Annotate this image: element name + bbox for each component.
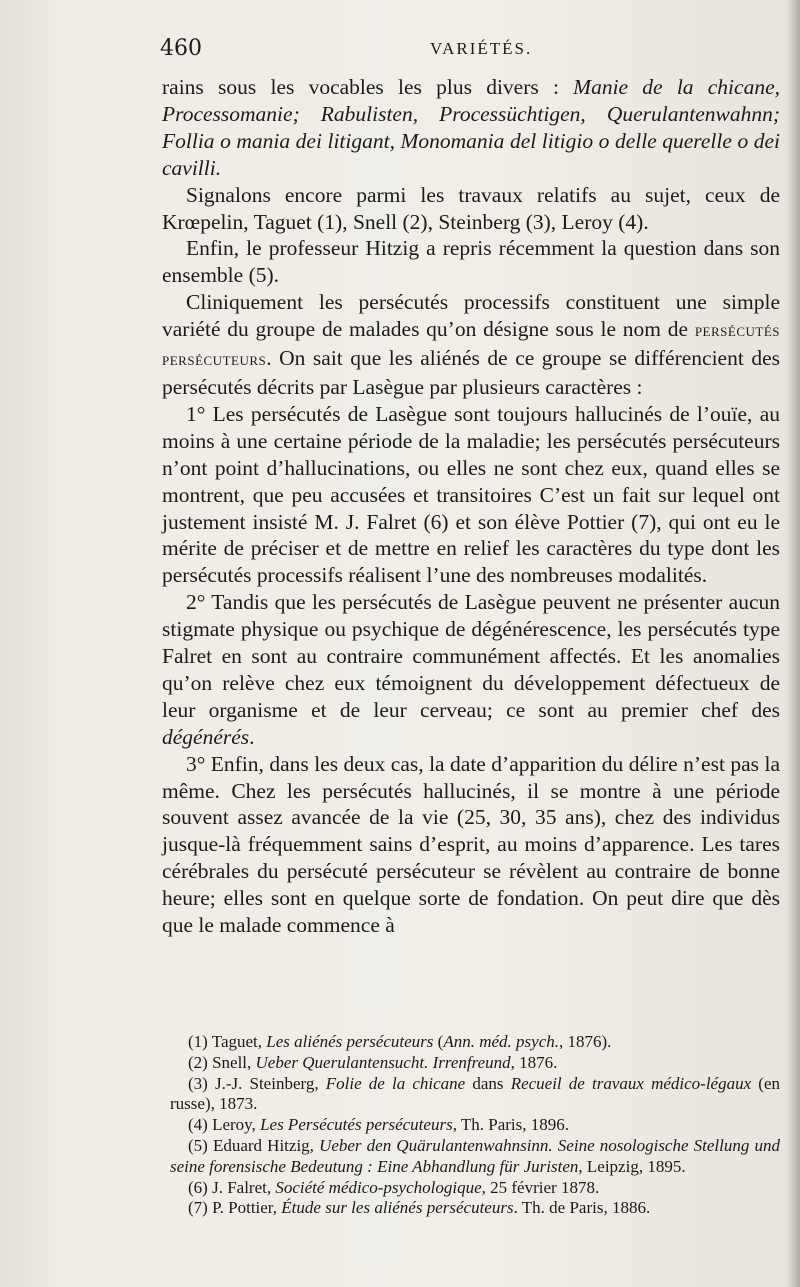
paragraph-1 — [162, 74, 780, 182]
running-head — [160, 36, 780, 66]
footnote-3-italic-2: Recueil de travaux médico-légaux — [510, 1073, 752, 1093]
paragraph-1-text: rains sous les vocables les plus divers : — [162, 75, 574, 99]
footnote-2-text: (2) Snell, — [188, 1052, 256, 1072]
footnote-6-text: (6) J. Falret, — [188, 1177, 276, 1197]
paragraph-3: Enfin, le professeur Hitzig a repris récemment la question dans son ensemble (5). — [162, 236, 780, 288]
footnote-6 — [170, 1178, 780, 1199]
page-edge-shadow — [786, 0, 800, 1287]
footnote-2-text-b: , 1876. — [510, 1052, 558, 1072]
footnote-1-text: (1) Taguet, — [188, 1032, 267, 1051]
paragraph-6 — [162, 589, 780, 750]
footnote-1 — [170, 1032, 780, 1053]
paragraph-4-text-b: . On sait que les aliénés de ce groupe se différencient des persécutés décrits par Lasègue par plusieurs caractères : — [162, 346, 780, 399]
footnote-1-text-c: , 1876). — [559, 1032, 612, 1051]
footnote-5-text-b: , Leipzig, 1895. — [578, 1156, 686, 1176]
paragraph-6-italic: dégénérés — [162, 724, 250, 749]
page-number: 460 — [160, 36, 202, 61]
paragraph-6-text-b: . — [249, 724, 255, 749]
paragraph-5: 1° Les persécutés de Lasègue sont toujours hallucinés de l’ouïe, au moins à une certaine période de la maladie; les persécutés persécuteurs n’ont point d’hallucinations, ou elles ne sont chez eux, quand elles se montrent, que peu accusées et transitoires C’est un fait sur lequel ont justement insisté M. J. Falret (6) et son élève Pottier (7), qui ont eu le mérite de préciser et de mettre en relief les caractères du type dont les persécutés processifs réalisent l’une des nombreuses modalités. — [162, 401, 780, 588]
footnote-7-text: (7) P. Pottier, — [188, 1198, 282, 1218]
footnote-5 — [170, 1136, 780, 1178]
footnote-3-italic: Folie de la chicane — [325, 1073, 466, 1093]
footnote-4-italic: Les Persécutés persécuteurs — [260, 1115, 453, 1135]
footnote-2 — [170, 1053, 780, 1074]
footnote-4-text-b: , Th. Paris, 1896. — [452, 1115, 570, 1135]
footnote-6-italic: Société médico-psychologique — [275, 1177, 482, 1197]
footnote-5-italic: Ueber den Quärulantenwahnsinn. Seine nosologische Stellung und seine forensische Bedeutung : Eine Abhandlung für Juristen — [170, 1135, 781, 1176]
footnote-1-italic-2: Ann. méd. psych. — [443, 1032, 560, 1051]
running-title: VARIÉTÉS. — [430, 39, 533, 58]
footnote-3-text: (3) J.-J. Steinberg, — [188, 1073, 326, 1093]
paragraph-4-smallcaps: persécutés persécuteurs — [162, 320, 780, 371]
footnote-1-text-b: ( — [433, 1032, 444, 1051]
footnote-7-italic: Étude sur les aliénés persécuteurs — [281, 1198, 514, 1218]
footnote-6-text-b: , 25 février 1878. — [481, 1177, 600, 1197]
footnote-5-text: (5) Eduard Hitzig, — [188, 1135, 320, 1155]
footnote-3-text-b: dans — [465, 1073, 511, 1093]
footnote-4 — [170, 1115, 780, 1136]
footnote-7-text-b: . Th. de Paris, 1886. — [513, 1198, 651, 1218]
footnote-3 — [170, 1074, 780, 1116]
footnote-2-italic: Ueber Querulantensucht. Irrenfreund — [255, 1052, 511, 1072]
paragraph-4 — [162, 289, 780, 401]
paragraph-7: 3° Enfin, dans les deux cas, la date d’apparition du délire n’est pas la même. Chez les persécutés hallucinés, il se montre à une période souvent assez avancée de la vie (25, 30, 35 ans), chez des individus jusque-là fréquemment sains d’esprit, au moins d’apparence. Les tares cérébrales du persécuté persécuteur se révèlent au contraire de bonne heure; elles sont en quelque sorte de fondation. On peut dire que dès que le malade commence à — [162, 751, 780, 938]
footnote-1-italic: Les aliénés persécuteurs — [266, 1032, 434, 1051]
footnote-4-text: (4) Leroy, — [188, 1115, 261, 1135]
paragraph-2: Signalons encore parmi les travaux relatifs au sujet, ceux de Krœpelin, Taguet (1), Snell (2), Steinberg (3), Leroy (4). — [162, 182, 780, 234]
paragraph-1-italic: Manie de la chicane, Processomanie; Rabulisten, Processüchtigen, Querulantenwahnn; Follia o mania dei litigant, Monomania del litigio o delle querelle o dei cavilli. — [162, 75, 780, 180]
paragraph-4-text-a: Cliniquement les persécutés processifs constituent une simple variété du groupe de malades qu’on désigne sous le nom de — [162, 290, 780, 342]
footnotes — [170, 1032, 780, 1219]
paragraph-6-text-a: 2° Tandis que les persécutés de Lasègue peuvent ne présenter aucun stigmate physique ou psychique de dégénérescence, les persécutés type Falret en sont au contraire communément affectés. Et les anomalies qu’on relève chez eux témoignent du développement défectueux de leur organisme et de leur cerveau; ce sont au premier chef des — [162, 590, 780, 722]
footnote-3-text-c: (en russe), 1873. — [170, 1073, 780, 1114]
body-text — [162, 74, 780, 939]
footnote-7 — [170, 1198, 780, 1219]
